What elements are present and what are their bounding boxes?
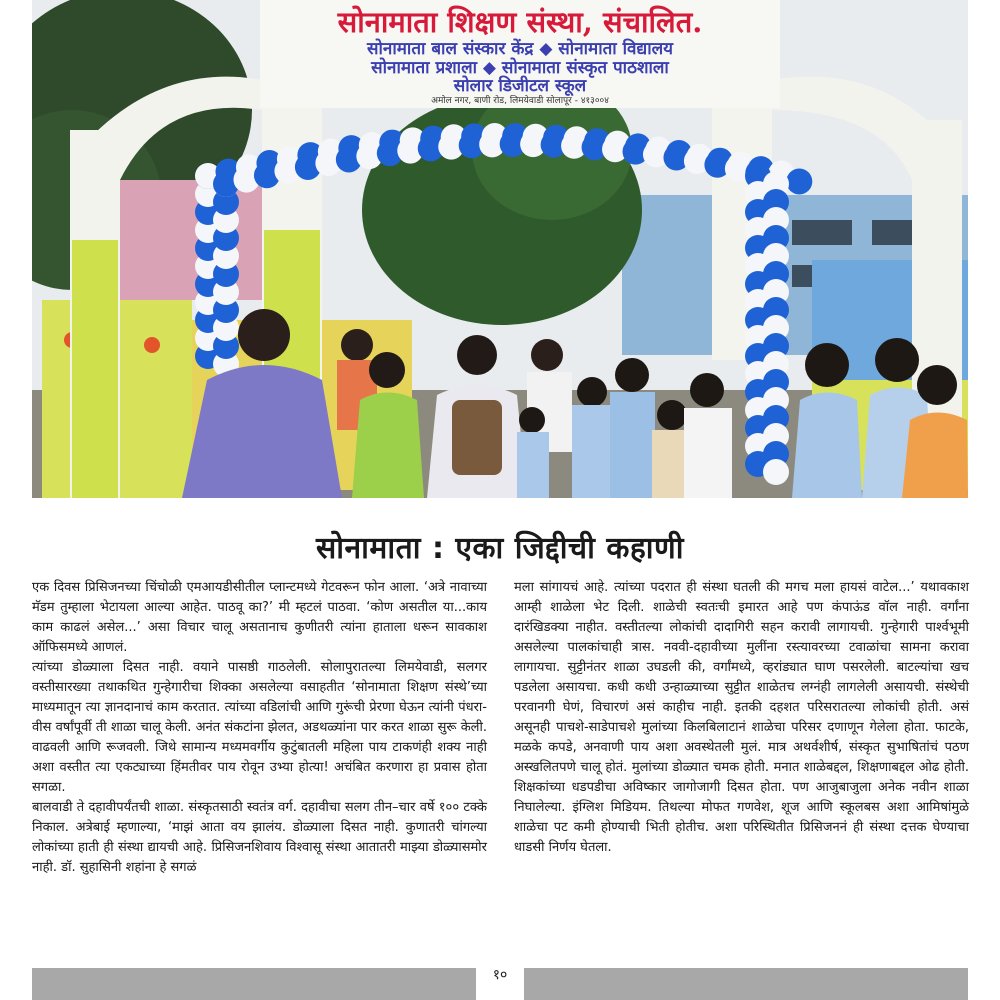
arch-line-3: सोलार डिजीटल स्कूल — [453, 76, 587, 96]
paragraph: मला सांगायचं आहे. त्यांच्या पदरात ही संस्था घतली की मगच मला हायसं वाटेल...’ यथावकाश आम्ही शाळेला भेट दिली. शाळेची स्वतःची इमारत आहे पण कंपाऊंड वॉल नाही. वर्गांना दारंखिडक्या नाहीत. वस्तीतल्या लोकांची दादागिरी सहन करावी लागायची. गुन्हेगारी पार्श्वभूमी असलेल्या पालकांचाही त्रास. नववी-दहावीच्या मुलींना रस्त्यावरच्या टवाळांचा सामना करावा लागायचा. सुट्टीनंतर शाळा उघडली की, वर्गांमध्ये, व्हरांड्यात घाण पसरलेली. बाटल्यांचा खच पडलेला असायचा. कधी कधी उन्हाळ्याच्या सुट्टीत शाळेतच लग्नंही लागलेली असायची. संस्थेची परवानगी घेणं, विचारणं असं काहीच नाही. इतकी दहशत परिसरातल्या लोकांची होती. असं असूनही पाचशे-साडेपाचशे मुलांच्या किलबिलाटानं शाळेचा परिसर दणाणून गेलेला होता. फाटके, मळके कपडे, अनवाणी पाय अशा अवस्थेतली मुलं. मात्र अथर्वशीर्ष, संस्कृत सुभाषितांचं पठण अस्खलितपणे चालू होतं. मुलांच्या डोळ्यात चमक होती. मनात शाळेबद्दल, शिक्षणाबद्दल ओढ होती. शिक्षकांच्या धडपडीचा अविष्कार जागोजागी दिसत होता. पण आजुबाजुला अनेक नवीन शाळा निघालेल्या. इंग्लिश मिडियम. तिथल्या मोफत गणवेश, शूज आणि स्कूलबस अशा आमिषांमुळे शाळेचा पट कमी होण्याची भिती होतीच. अशा परिस्थितीत प्रिसिजननं ही संस्था दत्तक घेण्याचा धाडसी निर्णय घेतला. — [514, 580, 969, 855]
paragraph: त्यांच्या डोळ्याला दिसत नाही. वयाने पासष्ठी गाठलेली. सोलापुरातल्या लिमयेवाडी, सलगर वस्तीसारख्या तथाकथित गुन्हेगारीचा शिक्का असलेल्या वसाहतीत ‘सोनामाता शिक्षण संस्थे’च्या माध्यमातून त्या ज्ञानदानाचं काम करतात. त्यांच्या वडिलांची आणि गुरूंची प्रेरणा घेऊन त्यांनी पंधरा-वीस वर्षांपूर्वी ती शाळा चालू केली. अनंत संकटांना झेलत, अडथळ्यांना पार करत शाळा सुरू केली. वाढवली आणि रूजवली. जिथे सामान्य मध्यमवर्गीय कुटुंबातली महिला पाय टाकणंही शक्य नाही अशा वस्तीत त्या एकट्याच्या हिंमतीवर पाय रोवून उभ्या होत्या! अचंबित करणारा हा प्रवास होता सगळा. — [32, 660, 487, 795]
right-column — [514, 578, 969, 858]
arch-line-2: सोनामाता प्रशाला ◆ सोनामाता संस्कृत पाठशाला — [371, 58, 669, 78]
balloon — [763, 459, 789, 485]
paragraph: बालवाडी ते दहावीपर्यंतची शाळा. संस्कृतसाठी स्वतंत्र वर्ग. दहावीचा सलग तीन–चार वर्षे १०० टक्के निकाल. अत्रेबाई म्हणाल्या, ‘माझं आता वय झालंय. डोळ्याला दिसत नाही. कुणातरी चांगल्या लोकांच्या हाती ही संस्था द्यायची आहे. प्रिसिजनशिवाय विश्वासू संस्था आतातरी माझ्या डोळ्यासमोर नाही. डॉ. सुहासिनी शहांना हे सगळं — [32, 800, 487, 875]
arch-title: सोनामाता शिक्षण संस्था, संचालित. — [337, 5, 703, 39]
article-photo — [32, 0, 968, 498]
paragraph: एक दिवस प्रिसिजनच्या चिंचोळी एमआयडीसीतील प्लान्टमध्ये गेटवरून फोन आला. ‘अत्रे नावाच्या मॅडम तुम्हाला भेटायला आल्या आहेत. पाठवू का?’ मी म्हटलं पाठवा. ‘कोण असतील या...काय काम काढलं असेल...’ असा विचार चालू असतानाच कुणीतरी त्यांना हाताला धरून सावकाश ऑफिसमध्ये आणलं. — [32, 580, 487, 655]
article-headline: सोनामाता : एका जिद्दीची कहाणी — [315, 531, 685, 566]
balloon — [786, 168, 812, 194]
arch-address: अमोल नगर, बाणी रोड, लिमयेवाडी सोलापूर - ४१३००४ — [431, 96, 609, 106]
school-gate-photo — [32, 0, 968, 498]
left-column — [32, 578, 487, 878]
page-number: १० — [476, 955, 524, 1000]
arch-line-1: सोनामाता बाल संस्कार केंद्र ◆ सोनामाता विद्यालय — [367, 39, 673, 59]
